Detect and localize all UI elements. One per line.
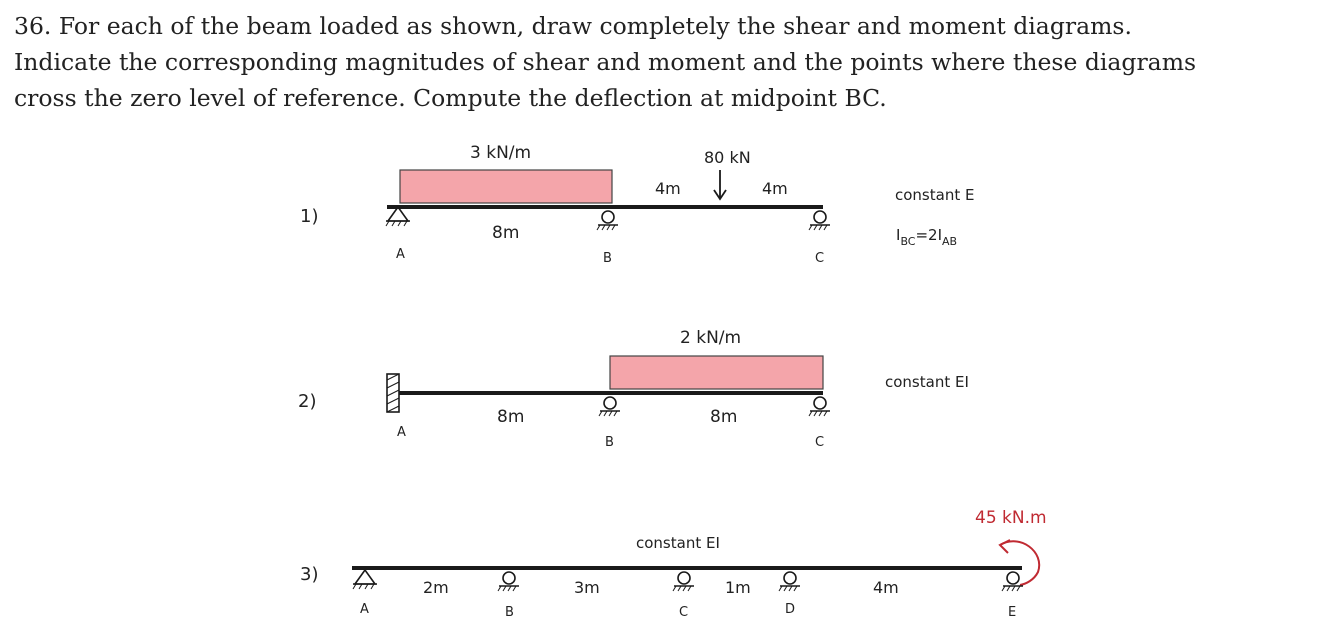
beam-1-label-b: B	[603, 251, 612, 266]
problem-line-1: 36. For each of the beam loaded as shown, draw completely the shear and moment diagrams.	[14, 12, 1132, 40]
problem-line-3: cross the zero level of reference. Compute the deflection at midpoint BC.	[14, 84, 887, 112]
beam-2-udl-label: 2 kN/m	[680, 328, 742, 348]
beam-3-note: constant EI	[636, 534, 720, 552]
beam-1-seg-right: 4m	[762, 179, 788, 198]
beam-1-note-inertia: $I_{BC}=2I_{AB}$	[896, 226, 958, 248]
beam-3-label-b: B	[505, 605, 514, 620]
beam-1-seg-left: 4m	[655, 179, 681, 198]
beam-2-support-c	[809, 397, 830, 416]
beam-3-support-b	[498, 572, 519, 591]
beam-1-udl-label: 3 kN/m	[470, 143, 532, 163]
beam-1-note-constant-e: constant E	[895, 186, 975, 204]
beam-1-number: 1)	[300, 206, 319, 227]
beam-1-udl-block	[400, 170, 612, 203]
beam-3-support-a	[353, 570, 377, 589]
beam-2-note: constant EI	[885, 373, 969, 391]
beam-1-point-load-label: 80 kN	[704, 148, 751, 167]
beam-3-support-d	[779, 572, 800, 591]
beam-1-support-b	[597, 211, 618, 230]
beam-3-label-a: A	[360, 602, 369, 617]
beam-2-figure	[298, 328, 969, 450]
beam-3-label-e: E	[1008, 605, 1017, 620]
beam-3-number: 3)	[300, 564, 319, 585]
beam-2-support-b	[599, 397, 620, 416]
beam-3-seg-cd: 1m	[725, 578, 751, 597]
beam-1-label-c: C	[815, 251, 825, 266]
beam-2-udl-block	[610, 356, 823, 389]
beam-2-label-c: C	[815, 435, 825, 450]
problem-line-2: Indicate the corresponding magnitudes of shear and moment and the points where these diagrams	[14, 48, 1197, 76]
beam-3-seg-bc: 3m	[574, 578, 600, 597]
beam-3-moment-label: 45 kN.m	[975, 508, 1047, 528]
beam-3-seg-de: 4m	[873, 578, 899, 597]
beam-2-label-a: A	[397, 425, 406, 440]
beam-3-seg-ab: 2m	[423, 578, 449, 597]
beam-3-support-e	[1002, 572, 1023, 591]
beam-1-label-a: A	[396, 247, 405, 262]
beam-1-seg-ab: 8m	[492, 223, 520, 243]
beam-1-support-a	[386, 207, 410, 226]
beam-3-figure	[300, 508, 1047, 620]
beam-1-figure	[300, 143, 974, 266]
beam-2-seg-ab: 8m	[497, 407, 525, 427]
beam-3-label-c: C	[679, 605, 689, 620]
beam-1-support-c	[809, 211, 830, 230]
beam-2-number: 2)	[298, 391, 317, 412]
beam-3-support-c	[673, 572, 694, 591]
beam-3-label-d: D	[785, 602, 796, 617]
beam-2-label-b: B	[605, 435, 614, 450]
beam-2-seg-bc: 8m	[710, 407, 738, 427]
